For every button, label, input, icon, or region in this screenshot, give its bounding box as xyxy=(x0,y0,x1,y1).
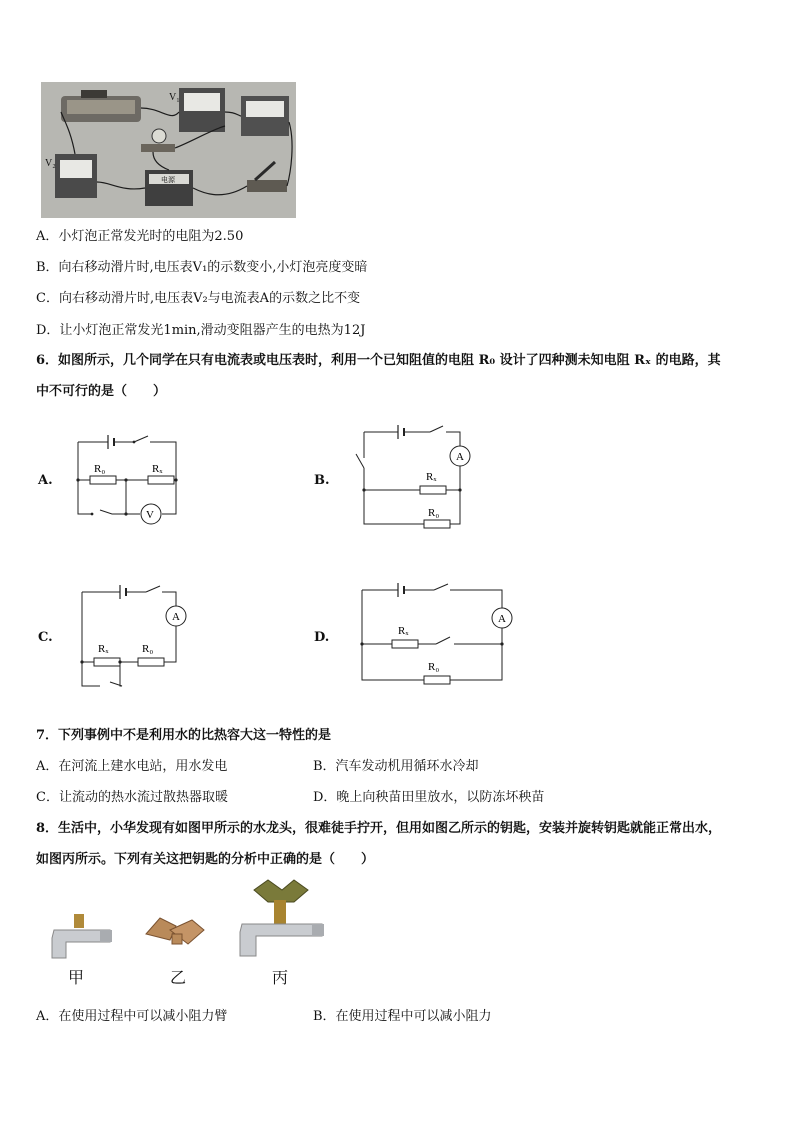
voltmeter-a: V xyxy=(146,509,154,521)
q6-label-d: D. xyxy=(314,630,330,645)
rx-label-c: Rₓ xyxy=(98,643,109,655)
q6-stem-line1: 6．如图所示，几个同学在只有电流表或电压表时，利用一个已知阻值的电阻 R₀ 设计了四种测未知电阻 Rₓ 的电路，其 xyxy=(36,353,721,368)
q5-option-c: C．向右移动滑片时,电压表V₂与电流表A的示数之比不变 xyxy=(36,291,361,306)
faucet-bing-image xyxy=(232,878,332,962)
faucet-jia-image xyxy=(40,908,120,964)
ammeter-image xyxy=(241,96,289,136)
q6-label-a: A. xyxy=(38,473,53,488)
r0-label-d: R₀ xyxy=(428,661,440,673)
q8-stem-line1: 8．生活中，小华发现有如图甲所示的水龙头，很难徒手拧开，但用如图乙所示的钥匙，安装并旋转钥匙就能正常出水， xyxy=(36,821,722,836)
q8-option-a: A．在使用过程中可以减小阻力臂 xyxy=(36,1009,228,1024)
q6-circuit-d xyxy=(354,578,514,686)
rx-label-b: Rₓ xyxy=(426,471,437,483)
figure-label-bing: 丙 xyxy=(272,968,289,987)
q6-label-c: C. xyxy=(38,630,53,645)
q6-circuit-c xyxy=(76,578,196,690)
r0-label-b: R₀ xyxy=(428,507,440,519)
q7-stem: 7．下列事例中不是利用水的比热容大这一特性的是 xyxy=(36,728,332,743)
q7-option-c: C．让流动的热水流过散热器取暖 xyxy=(36,790,228,805)
r0-label-a: R₀ xyxy=(94,463,106,475)
q6-label-b: B. xyxy=(314,473,330,488)
figure-label-yi: 乙 xyxy=(170,968,187,987)
v1-label: V₁ xyxy=(169,92,180,103)
power-label: 电源 xyxy=(161,176,175,184)
v2-label: V₂ xyxy=(45,158,56,169)
q7-option-d: D．晚上向秧苗田里放水，以防冻坏秧苗 xyxy=(313,790,545,805)
q7-option-b: B．汽车发动机用循环水冷却 xyxy=(313,759,479,774)
figure-label-jia: 甲 xyxy=(68,968,85,987)
q5-option-d: D．让小灯泡正常发光1min,滑动变阻器产生的电热为12J xyxy=(36,323,366,338)
q7-option-a: A．在河流上建水电站，用水发电 xyxy=(36,759,228,774)
q5-option-a: A．小灯泡正常发光时的电阻为2.50 xyxy=(36,229,244,244)
q6-circuit-a xyxy=(70,430,190,526)
power-supply-image xyxy=(145,170,193,206)
q5-option-b: B．向右移动滑片时,电压表V₁的示数变小,小灯泡亮度变暗 xyxy=(36,260,368,275)
q8-option-b: B．在使用过程中可以减小阻力 xyxy=(313,1009,492,1024)
apparatus-photo xyxy=(41,82,296,218)
q6-stem-line2: 中不可行的是（ ） xyxy=(36,384,167,399)
q6-circuit-b xyxy=(350,420,480,532)
q8-stem-line2: 如图丙所示。下列有关这把钥匙的分析中正确的是（ ） xyxy=(36,852,375,867)
r0-label-c: R₀ xyxy=(142,643,154,655)
rx-label-d: Rₓ xyxy=(398,625,409,637)
rx-label-a: Rₓ xyxy=(152,463,163,475)
ammeter-c: A xyxy=(172,611,180,623)
ammeter-b: A xyxy=(456,451,464,463)
key-yi-image xyxy=(140,904,210,960)
ammeter-d: A xyxy=(498,613,506,625)
